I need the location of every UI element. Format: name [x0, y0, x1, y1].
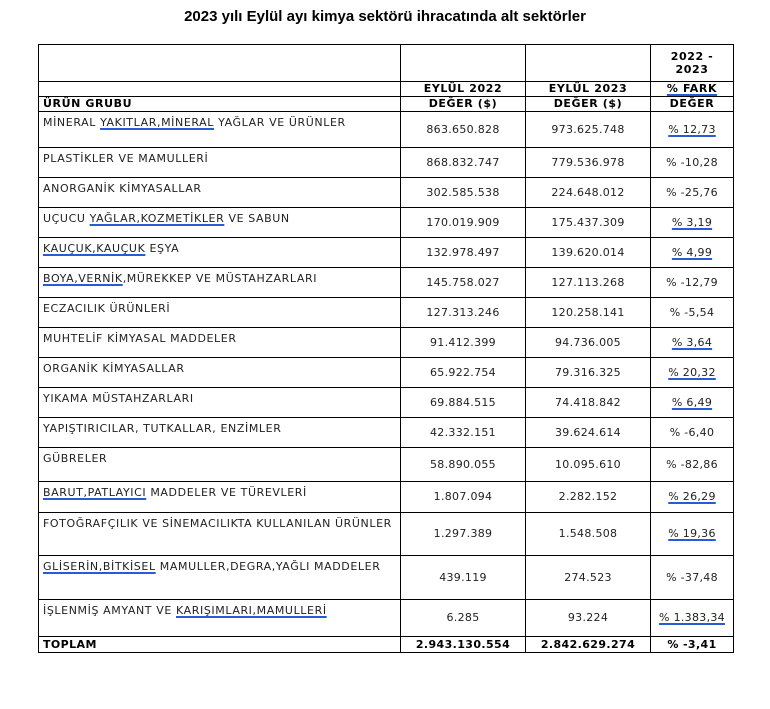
value-2022-cell: 439.119	[401, 556, 526, 600]
value-2023-cell: 2.282.152	[526, 482, 651, 513]
table-row	[39, 358, 734, 388]
diff-cell	[651, 298, 734, 328]
product-group-name	[39, 418, 401, 448]
product-group-link[interactable]: BARUT,PATLAYICI	[43, 486, 147, 499]
header-blank-cell	[526, 45, 651, 82]
product-group-text: YAĞLAR VE ÜRÜNLER	[214, 116, 346, 129]
diff-link[interactable]: % 20,32	[668, 365, 716, 379]
product-group-name	[39, 448, 401, 482]
product-group-link[interactable]: YAĞLAR,KOZMETİKLER	[89, 212, 225, 225]
product-group-text: ,MÜREKKEP VE MÜSTAHZARLARI	[122, 272, 318, 285]
diff-cell	[651, 448, 734, 482]
product-group-text: MAMULLER,DEGRA,YAĞLI MADDELER	[155, 560, 381, 573]
value-2022-cell: 868.832.747	[401, 148, 526, 178]
product-group-text: VE SABUN	[224, 212, 290, 225]
product-group-link[interactable]: GLİSERİN,BİTKİSEL	[43, 560, 156, 573]
product-group-text: MUHTELİF KİMYASAL MADDELER	[43, 332, 237, 345]
product-group-text: MADDELER VE TÜREVLERİ	[146, 486, 307, 499]
table-row	[39, 388, 734, 418]
header-col3-top: EYLÜL 2023	[526, 82, 651, 97]
value-2022-cell: 1.807.094	[401, 482, 526, 513]
table-row	[39, 418, 734, 448]
product-group-text: ANORGANİK KİMYASALLAR	[43, 182, 202, 195]
diff-link[interactable]: % 19,36	[668, 527, 716, 540]
product-group-text: PLASTİKLER VE MAMULLERİ	[43, 152, 209, 165]
diff-cell	[651, 238, 734, 268]
table-row	[39, 556, 734, 600]
value-2023-cell: 94.736.005	[526, 328, 651, 358]
product-group-text: UÇUCU	[43, 212, 90, 225]
product-group-name	[39, 328, 401, 358]
product-group-name	[39, 112, 401, 148]
product-group-link[interactable]: BOYA,VERNİK	[43, 272, 123, 285]
header-blank-cell	[39, 45, 401, 82]
diff-cell	[651, 513, 734, 556]
product-group-name	[39, 600, 401, 637]
header-col2-top: EYLÜL 2022	[401, 82, 526, 97]
diff-link[interactable]: % 12,73	[668, 122, 716, 136]
table-row	[39, 482, 734, 513]
value-2023-cell: 39.624.614	[526, 418, 651, 448]
diff-cell	[651, 268, 734, 298]
total-2023: 2.842.629.274	[526, 637, 651, 653]
table-row	[39, 112, 734, 148]
value-2022-cell: 127.313.246	[401, 298, 526, 328]
value-2022-cell: 170.019.909	[401, 208, 526, 238]
value-2022-cell: 65.922.754	[401, 358, 526, 388]
diff-link[interactable]: % 3,19	[671, 215, 713, 229]
diff-link[interactable]: % 1.383,34	[659, 611, 725, 624]
value-2023-cell: 120.258.141	[526, 298, 651, 328]
value-2022-cell: 58.890.055	[401, 448, 526, 482]
value-2023-cell: 10.095.610	[526, 448, 651, 482]
total-diff: % -3,41	[651, 637, 734, 653]
diff-link[interactable]: % 26,29	[668, 490, 716, 503]
product-group-name	[39, 268, 401, 298]
header-col3-bottom: DEĞER ($)	[526, 97, 651, 112]
product-group-name	[39, 178, 401, 208]
diff-cell	[651, 600, 734, 637]
value-2022-cell: 863.650.828	[401, 112, 526, 148]
diff-text: % -82,86	[666, 457, 718, 471]
diff-cell	[651, 208, 734, 238]
value-2023-cell: 1.548.508	[526, 513, 651, 556]
diff-link[interactable]: % 3,64	[671, 335, 713, 349]
diff-cell	[651, 112, 734, 148]
product-group-name	[39, 208, 401, 238]
product-group-text: MİNERAL	[43, 116, 101, 129]
diff-link[interactable]: % 6,49	[671, 395, 713, 409]
diff-text: % -5,54	[669, 305, 715, 319]
product-group-link[interactable]: YAKITLAR,MİNERAL	[100, 116, 215, 129]
header-fark-label[interactable]: % FARK	[666, 82, 718, 95]
diff-text: % -6,40	[669, 425, 715, 439]
diff-link[interactable]: % 4,99	[671, 245, 713, 259]
diff-text: % -10,28	[666, 155, 718, 169]
table-row	[39, 178, 734, 208]
product-group-name	[39, 513, 401, 556]
product-group-text: EŞYA	[145, 242, 180, 255]
product-group-text: FOTOĞRAFÇILIK VE SİNEMACILIKTA KULLANILAN ÜRÜNLER	[43, 517, 392, 530]
value-2022-cell: 69.884.515	[401, 388, 526, 418]
table-row	[39, 148, 734, 178]
value-2022-cell: 42.332.151	[401, 418, 526, 448]
header-blank-cell	[39, 82, 401, 97]
export-table	[38, 44, 734, 653]
diff-cell	[651, 556, 734, 600]
header-top-row	[39, 45, 734, 82]
table-row	[39, 268, 734, 298]
diff-cell	[651, 148, 734, 178]
product-group-name	[39, 388, 401, 418]
value-2023-cell: 274.523	[526, 556, 651, 600]
header-col4-mid	[651, 82, 734, 97]
table-row	[39, 238, 734, 268]
product-group-name	[39, 298, 401, 328]
value-2023-cell: 973.625.748	[526, 112, 651, 148]
table-row	[39, 448, 734, 482]
total-row	[39, 637, 734, 653]
diff-cell	[651, 418, 734, 448]
value-2023-cell: 779.536.978	[526, 148, 651, 178]
page-title: 2023 yılı Eylül ayı kimya sektörü ihracatında alt sektörler	[184, 8, 586, 25]
product-group-text: YIKAMA MÜSTAHZARLARI	[43, 392, 194, 405]
value-2023-cell: 127.113.268	[526, 268, 651, 298]
header-col2-bottom: DEĞER ($)	[401, 97, 526, 112]
header-period-cell	[651, 45, 734, 82]
value-2023-cell: 79.316.325	[526, 358, 651, 388]
product-group-name	[39, 482, 401, 513]
total-2022: 2.943.130.554	[401, 637, 526, 653]
product-group-name	[39, 358, 401, 388]
diff-text: % -37,48	[666, 570, 718, 584]
value-2022-cell: 132.978.497	[401, 238, 526, 268]
value-2022-cell: 1.297.389	[401, 513, 526, 556]
diff-cell	[651, 178, 734, 208]
header-mid-row	[39, 82, 734, 97]
value-2022-cell: 6.285	[401, 600, 526, 637]
product-group-link[interactable]: KAUÇUK,KAUÇUK	[43, 242, 146, 255]
value-2022-cell: 302.585.538	[401, 178, 526, 208]
table-row	[39, 298, 734, 328]
value-2023-cell: 74.418.842	[526, 388, 651, 418]
header-blank-cell	[401, 45, 526, 82]
product-group-text: GÜBRELER	[43, 452, 108, 465]
diff-cell	[651, 358, 734, 388]
value-2022-cell: 145.758.027	[401, 268, 526, 298]
product-group-name	[39, 238, 401, 268]
header-col4-bottom: DEĞER	[651, 97, 734, 112]
product-group-link[interactable]: KARIŞIMLARI,MAMULLERİ	[175, 604, 327, 617]
product-group-name	[39, 556, 401, 600]
table-row	[39, 328, 734, 358]
diff-text: % -12,79	[666, 275, 718, 289]
diff-cell	[651, 482, 734, 513]
diff-cell	[651, 388, 734, 418]
value-2023-cell: 175.437.309	[526, 208, 651, 238]
value-2023-cell: 139.620.014	[526, 238, 651, 268]
product-group-name	[39, 148, 401, 178]
header-period-line1: 2022 -	[670, 50, 714, 63]
header-period-line2: 2023	[675, 63, 709, 76]
value-2022-cell: 91.412.399	[401, 328, 526, 358]
diff-cell	[651, 328, 734, 358]
value-2023-cell: 224.648.012	[526, 178, 651, 208]
total-label: TOPLAM	[39, 637, 401, 653]
value-2023-cell: 93.224	[526, 600, 651, 637]
table-row	[39, 600, 734, 637]
table-row	[39, 513, 734, 556]
product-group-text: İŞLENMİŞ AMYANT VE	[43, 604, 176, 617]
product-group-text: ECZACILIK ÜRÜNLERİ	[43, 302, 171, 315]
header-bottom-row	[39, 97, 734, 112]
diff-text: % -25,76	[666, 185, 718, 199]
product-group-text: ORGANİK KİMYASALLAR	[43, 362, 185, 375]
table-row	[39, 208, 734, 238]
product-group-text: YAPIŞTIRICILAR, TUTKALLAR, ENZİMLER	[43, 422, 282, 435]
header-col1-label: ÜRÜN GRUBU	[39, 97, 401, 112]
